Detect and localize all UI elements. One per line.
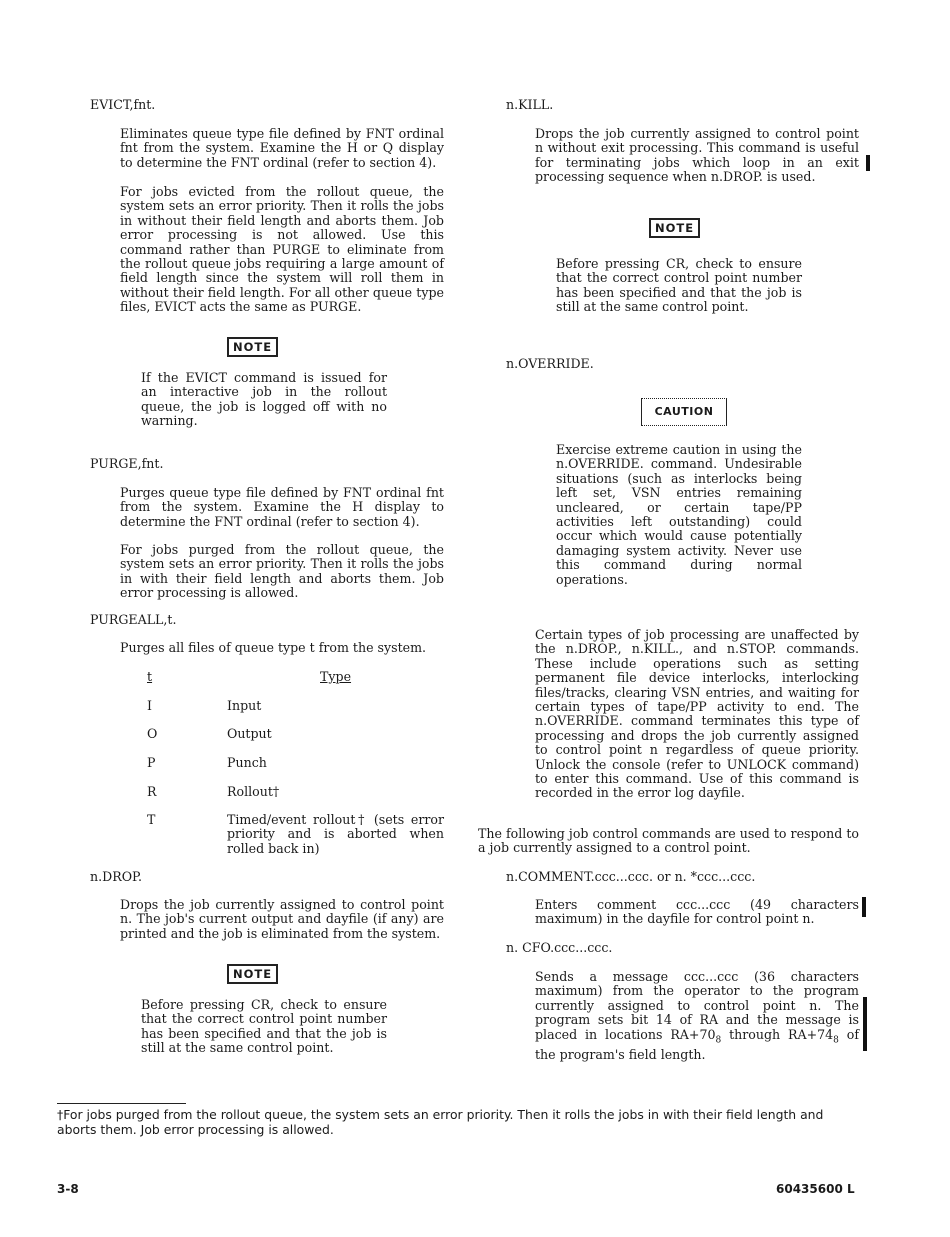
table-row-t: O: [147, 726, 158, 741]
subscript-octal: 8: [715, 1035, 722, 1046]
change-bar: [862, 897, 866, 917]
table-row-t: P: [147, 755, 156, 770]
evict-paragraph-1: Eliminates queue type file defined by FNT ordinal fnt from the system. Examine the H or Q display to determine the FNT ordinal (refer to section 4).: [120, 126, 444, 170]
table-row-type: Punch: [227, 755, 267, 770]
table-row-t: T: [147, 812, 156, 827]
evict-paragraph-2: For jobs evicted from the rollout queue, the system sets an error priority. Then it rolls the jobs in without their field length and aborts them. Job error processing is not allowed. Use this command rather than PURGE to eliminate from the rollout queue jobs requiring a large amount of field length since the system will roll them in without their field length. For all other queue type files, EVICT acts the same as PURGE.: [120, 184, 444, 315]
table-row-t: R: [147, 784, 157, 799]
ndrop-heading: n.DROP.: [90, 869, 142, 884]
purgeall-heading: PURGEALL,t.: [90, 612, 177, 627]
nkill-note-label: NOTE: [649, 218, 700, 238]
ncfo-heading: n. CFO.ccc...ccc.: [506, 940, 613, 955]
caution-label: CAUTION: [641, 398, 727, 426]
ndrop-paragraph: Drops the job currently assigned to control point n. The job's current output and dayfile (if any) are printed and the job is eliminated from the system.: [120, 897, 444, 941]
job-control-intro: The following job control commands are used to respond to a job currently assigned to a control point.: [478, 826, 859, 856]
table-row-t: I: [147, 698, 152, 713]
table-header-type: Type: [320, 669, 352, 684]
change-bar: [863, 997, 867, 1051]
noverride-heading: n.OVERRIDE.: [506, 356, 594, 371]
purgeall-paragraph: Purges all files of queue type t from the system.: [120, 640, 427, 655]
ncfo-text-part: Sends a message ccc...ccc (36 characters maximum) from the operator to the program currently assigned to control point n. The program sets bit 14 of RA and the message is placed in locations RA+70: [535, 969, 859, 1042]
table-row-type: Input: [227, 698, 262, 713]
table-row-type: Rollout†: [227, 784, 280, 799]
ndrop-note-label: NOTE: [227, 964, 278, 984]
ncfo-text-part: through RA+74: [721, 1026, 834, 1042]
purge-heading: PURGE,fnt.: [90, 456, 164, 471]
ncomment-heading: n.COMMENT.ccc...ccc. or n. *ccc...ccc.: [506, 869, 756, 884]
table-row-type: Output: [227, 726, 272, 741]
caution-text: Exercise extreme caution in using the n.OVERRIDE. command. Undesirable situations (such as interlocks being left set, VSN entries remaining uncleared, or certain tape/PP activities left outstanding) could occur which would cause potentially damaging system activity. Never use this command during normal operations.: [556, 442, 802, 587]
table-header-t: t: [147, 669, 153, 684]
ncfo-text-part: of the program's field length.: [535, 1026, 860, 1062]
footnote-rule: [57, 1103, 186, 1104]
nkill-paragraph: Drops the job currently assigned to control point n without exit processing. This command is useful for terminating jobs which loop in an exit processing sequence when n.DROP. is used.: [535, 126, 859, 185]
noverride-paragraph: Certain types of job processing are unaffected by the n.DROP., n.KILL., and n.STOP. commands. These include operations such as setting permanent file device interlocks, interlocking files/tracks, clearing VSN entries, and waiting for certain types of tape/PP activity to end. The n.OVERRIDE. command terminates this type of processing and drops the job currently assigned to control point n regardless of queue priority. Unlock the console (refer to UNLOCK command) to enter this command. Use of this command is recorded in the error log dayfile.: [535, 627, 859, 801]
evict-heading: EVICT,fnt.: [90, 97, 156, 112]
purge-paragraph-2: For jobs purged from the rollout queue, the system sets an error priority. Then it rolls the jobs in with their field length and aborts them. Job error processing is allowed.: [120, 542, 444, 601]
page-number: 3-8: [57, 1182, 79, 1196]
subscript-octal: 8: [833, 1035, 839, 1046]
purge-paragraph-1: Purges queue type file defined by FNT ordinal fnt from the system. Examine the H display to determine the FNT ordinal (refer to section 4).: [120, 485, 444, 529]
ncfo-paragraph: [535, 970, 859, 1062]
change-bar: [866, 155, 870, 171]
ncomment-paragraph: Enters comment ccc...ccc (49 characters maximum) in the dayfile for control point n.: [535, 897, 859, 927]
nkill-heading: n.KILL.: [506, 97, 554, 112]
evict-note-label: NOTE: [227, 337, 278, 357]
nkill-note-text: Before pressing CR, check to ensure that the correct control point number has been specified and that the job is still at the same control point.: [556, 256, 802, 315]
ndrop-note-text: Before pressing CR, check to ensure that the correct control point number has been specified and that the job is still at the same control point.: [141, 997, 387, 1056]
table-row-type: Timed/event rollout† (sets error priority and is aborted when rolled back in): [227, 812, 444, 856]
footnote: †For jobs purged from the rollout queue, the system sets an error priority. Then it rolls the jobs in with their field length and aborts them. Job error processing is allowed.: [57, 1107, 824, 1137]
document-number: 60435600 L: [776, 1182, 855, 1196]
evict-note-text: If the EVICT command is issued for an interactive job in the rollout queue, the job is logged off with no warning.: [141, 370, 387, 429]
